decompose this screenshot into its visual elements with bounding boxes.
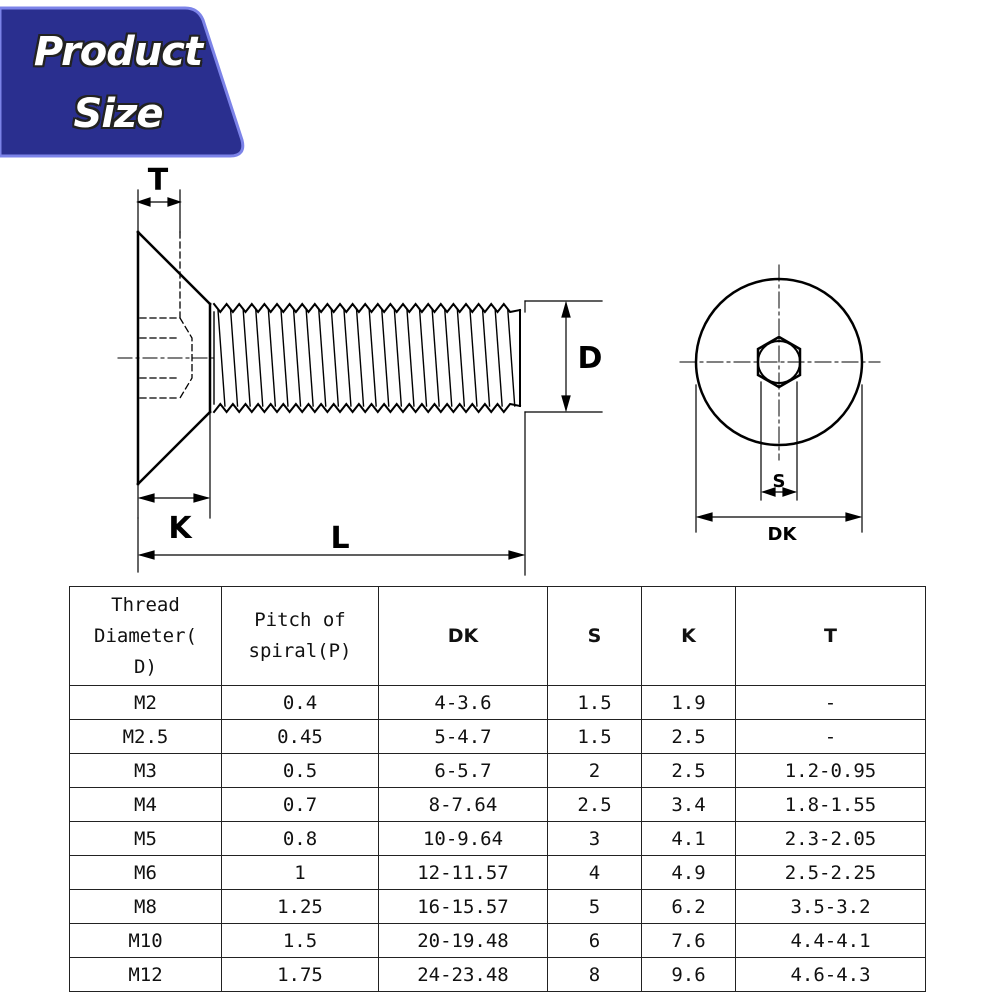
table-row: [70, 958, 926, 992]
banner-title-line-1: Product: [33, 29, 203, 75]
header-s: S: [548, 587, 642, 686]
table-cell: 1.5: [222, 924, 379, 958]
table-cell: 6.2: [642, 890, 736, 924]
table-cell: 2.5: [548, 788, 642, 822]
l-label: L: [330, 521, 350, 556]
dk-label: DK: [767, 524, 797, 545]
table-cell: 1.5: [548, 686, 642, 720]
table-cell: 2.5: [642, 720, 736, 754]
table-cell: 1: [222, 856, 379, 890]
table-cell: 10-9.64: [379, 822, 548, 856]
table-row: [70, 924, 926, 958]
table-cell: M8: [70, 890, 222, 924]
table-cell: 1.25: [222, 890, 379, 924]
table-cell: 6-5.7: [379, 754, 548, 788]
table-cell: M12: [70, 958, 222, 992]
table-cell: M3: [70, 754, 222, 788]
header-pitch: Pitch of spiral(P): [222, 587, 379, 686]
k-label: K: [168, 511, 192, 546]
table-cell: 2.5: [642, 754, 736, 788]
table-cell: 8: [548, 958, 642, 992]
table-cell: 1.9: [642, 686, 736, 720]
table-header-row: [70, 587, 926, 686]
table-cell: M2: [70, 686, 222, 720]
table-row: [70, 754, 926, 788]
table-cell: -: [736, 720, 926, 754]
table-row: [70, 856, 926, 890]
header-t: T: [736, 587, 926, 686]
table-row: [70, 720, 926, 754]
table-cell: 1.2-0.95: [736, 754, 926, 788]
table-cell: 1.5: [548, 720, 642, 754]
table-cell: M6: [70, 856, 222, 890]
header-dk: DK: [379, 587, 548, 686]
table-row: [70, 822, 926, 856]
table-cell: 5-4.7: [379, 720, 548, 754]
header-k: K: [642, 587, 736, 686]
table-cell: M5: [70, 822, 222, 856]
table-cell: 0.45: [222, 720, 379, 754]
table-cell: 3: [548, 822, 642, 856]
table-cell: 1.75: [222, 958, 379, 992]
table-row: [70, 890, 926, 924]
table-cell: 8-7.64: [379, 788, 548, 822]
d-label: D: [577, 341, 603, 376]
table-cell: 5: [548, 890, 642, 924]
table-cell: 0.5: [222, 754, 379, 788]
table-cell: M10: [70, 924, 222, 958]
hex-socket-hidden-lines: [140, 232, 192, 398]
table-cell: 4.9: [642, 856, 736, 890]
table-cell: 0.4: [222, 686, 379, 720]
table-cell: 1.8-1.55: [736, 788, 926, 822]
table-cell: M2.5: [70, 720, 222, 754]
table-cell: 24-23.48: [379, 958, 548, 992]
table-cell: 12-11.57: [379, 856, 548, 890]
table-cell: 4.4-4.1: [736, 924, 926, 958]
table-cell: 0.7: [222, 788, 379, 822]
table-row: [70, 788, 926, 822]
table-cell: -: [736, 686, 926, 720]
table-cell: 3.4: [642, 788, 736, 822]
table-cell: 9.6: [642, 958, 736, 992]
t-label: T: [147, 163, 169, 198]
banner-title-line-2: Size: [73, 91, 163, 137]
size-table: [69, 586, 926, 992]
k-dimension: [138, 412, 210, 518]
table-cell: 2.3-2.05: [736, 822, 926, 856]
table-cell: 4-3.6: [379, 686, 548, 720]
table-cell: 16-15.57: [379, 890, 548, 924]
table-cell: 4.1: [642, 822, 736, 856]
table-cell: 7.6: [642, 924, 736, 958]
s-label: S: [772, 471, 786, 492]
table-cell: M4: [70, 788, 222, 822]
header-thread-diameter: Thread Diameter( D): [70, 587, 222, 686]
table-cell: 4.6-4.3: [736, 958, 926, 992]
screw-top-view: [680, 265, 880, 460]
table-cell: 2: [548, 754, 642, 788]
table-row: [70, 686, 926, 720]
table-cell: 0.8: [222, 822, 379, 856]
table-cell: 20-19.48: [379, 924, 548, 958]
table-cell: 6: [548, 924, 642, 958]
table-cell: 3.5-3.2: [736, 890, 926, 924]
table-cell: 4: [548, 856, 642, 890]
table-cell: 2.5-2.25: [736, 856, 926, 890]
threaded-shank: [214, 304, 520, 412]
